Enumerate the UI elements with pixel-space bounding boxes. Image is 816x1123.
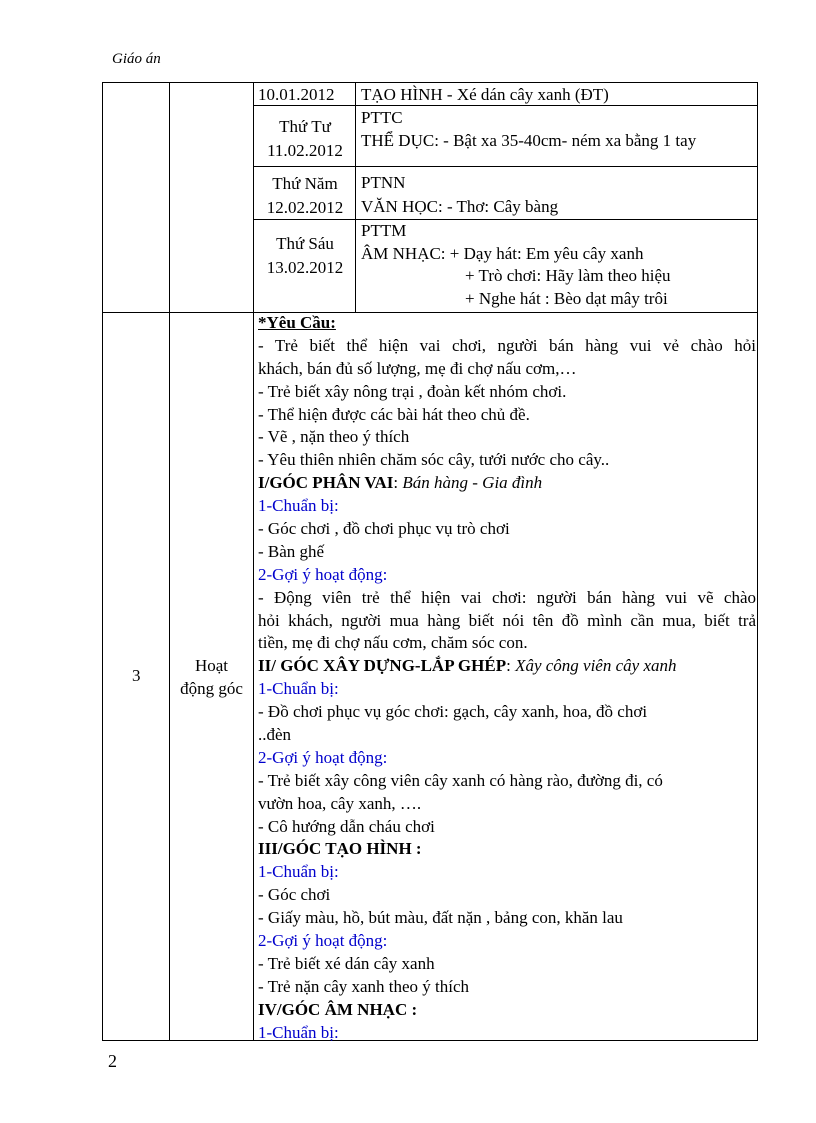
guide-item: vườn hoa, cây xanh, …. xyxy=(258,793,422,813)
table-divider-2 xyxy=(253,82,254,1041)
corner-title: III/GÓC TẠO HÌNH : xyxy=(258,839,422,859)
requirement-line: - Trẻ biết thể hiện vai chơi, người bán hàng vui vẻ chào hỏi xyxy=(258,335,756,355)
schedule-date: 11.02.2012 xyxy=(267,141,343,160)
schedule-date: 10.01.2012 xyxy=(258,85,335,104)
requirement-line: - Vẽ , nặn theo ý thích xyxy=(258,427,410,447)
corner-subtitle: Xây công viên cây xanh xyxy=(515,656,677,676)
corner-title: II/ GÓC XÂY DỰNG-LẮP GHÉP xyxy=(258,656,507,676)
corner-title: I/GÓC PHÂN VAI xyxy=(258,473,394,493)
guide-label: 2-Gợi ý hoạt động: xyxy=(258,747,388,767)
schedule-activity: TẠO HÌNH - Xé dán cây xanh (ĐT) xyxy=(361,85,609,104)
schedule-activity: THỂ DỤC: - Bật xa 35-40cm- ném xa bằng 1 tay xyxy=(361,131,697,150)
corner-subtitle: Bán hàng - Gia đình xyxy=(402,473,543,493)
prep-item: - Đồ chơi phục vụ góc chơi: gạch, cây xanh, hoa, đồ chơi xyxy=(258,702,648,722)
activity-name-line: động góc xyxy=(180,679,243,698)
schedule-date: 13.02.2012 xyxy=(266,258,344,277)
prep-item: - Giấy màu, hồ, bút màu, đất nặn , bảng con, khăn lau xyxy=(258,908,623,928)
requirement-line: - Thể hiện được các bài hát theo chủ đề. xyxy=(258,404,530,424)
page-number: 2 xyxy=(108,1051,117,1071)
schedule-activity-line: + Trò chơi: Hãy làm theo hiệu xyxy=(465,266,671,285)
schedule-activity-line: ÂM NHẠC: + Dạy hát: Em yêu cây xanh xyxy=(361,244,644,263)
schedule-area: PTTM xyxy=(361,221,407,240)
requirement-line: - Yêu thiên nhiên chăm sóc cây, tưới nước cho cây.. xyxy=(258,450,610,470)
activity-name xyxy=(170,654,253,700)
activity-name-line: Hoạt xyxy=(194,656,229,675)
guide-label: 2-Gợi ý hoạt động: xyxy=(258,931,388,951)
prep-label: 1-Chuẩn bị: xyxy=(258,1022,339,1042)
corner-heading: I/GÓC PHÂN VAI: Bán hàng - Gia đình xyxy=(258,473,543,493)
row-divider xyxy=(253,219,758,220)
guide-item: - Động viên trẻ thể hiện vai chơi: người bán hàng vui vẽ chào xyxy=(258,587,756,607)
table-divider-3 xyxy=(355,82,356,312)
guide-item: - Trẻ nặn cây xanh theo ý thích xyxy=(258,976,470,996)
schedule-day: Thứ Tư xyxy=(279,117,331,136)
schedule-date: 12.02.2012 xyxy=(266,198,344,217)
prep-label: 1-Chuẩn bị: xyxy=(258,496,339,516)
corner-activities-content xyxy=(258,312,756,1045)
table-border-left xyxy=(102,82,103,1041)
guide-item: hỏi khách, người mua hàng biết nói tên đồ mình cần mua, biết trả xyxy=(258,610,756,630)
prep-item: - Góc chơi xyxy=(258,885,331,905)
schedule-day: Thứ Sáu xyxy=(276,234,334,253)
requirements-title: *Yêu Cầu: xyxy=(258,313,336,332)
requirement-line: - Trẻ biết xây nông trại , đoàn kết nhóm chơi. xyxy=(258,381,567,401)
schedule-activity: VĂN HỌC: - Thơ: Cây bàng xyxy=(361,197,559,216)
table-border-right xyxy=(757,82,758,1041)
prep-item: ..đèn xyxy=(258,725,292,745)
row-divider xyxy=(253,166,758,167)
guide-item: tiền, mẹ đi chợ nấu cơm, chăm sóc con. xyxy=(258,633,528,653)
prep-item: - Góc chơi , đồ chơi phục vụ trò chơi xyxy=(258,519,510,539)
table-divider-1 xyxy=(169,82,170,1041)
guide-item: - Trẻ biết xé dán cây xanh xyxy=(258,953,435,973)
prep-label: 1-Chuẩn bị: xyxy=(258,862,339,882)
corner-heading: II/ GÓC XÂY DỰNG-LẮP GHÉP: Xây công viên cây xanh xyxy=(258,656,677,676)
schedule-area: PTTC xyxy=(361,108,403,127)
prep-label: 1-Chuẩn bị: xyxy=(258,679,339,699)
guide-item: - Cô hướng dẫn cháu chơi xyxy=(258,816,435,836)
requirement-line: khách, bán đủ số lượng, mẹ đi chợ nấu cơm,… xyxy=(258,358,577,378)
document-header: Giáo án xyxy=(112,51,161,67)
schedule-area: PTNN xyxy=(361,173,406,192)
schedule-day: Thứ Năm xyxy=(272,174,338,193)
guide-item: - Trẻ biết xây công viên cây xanh có hàng rào, đường đi, có xyxy=(258,770,663,790)
corner-title: IV/GÓC ÂM NHẠC : xyxy=(258,999,418,1019)
schedule-activity-line: + Nghe hát : Bèo dạt mây trôi xyxy=(465,289,668,308)
row-number: 3 xyxy=(132,666,141,685)
guide-label: 2-Gợi ý hoạt động: xyxy=(258,564,388,584)
prep-item: - Bàn ghế xyxy=(258,541,325,561)
